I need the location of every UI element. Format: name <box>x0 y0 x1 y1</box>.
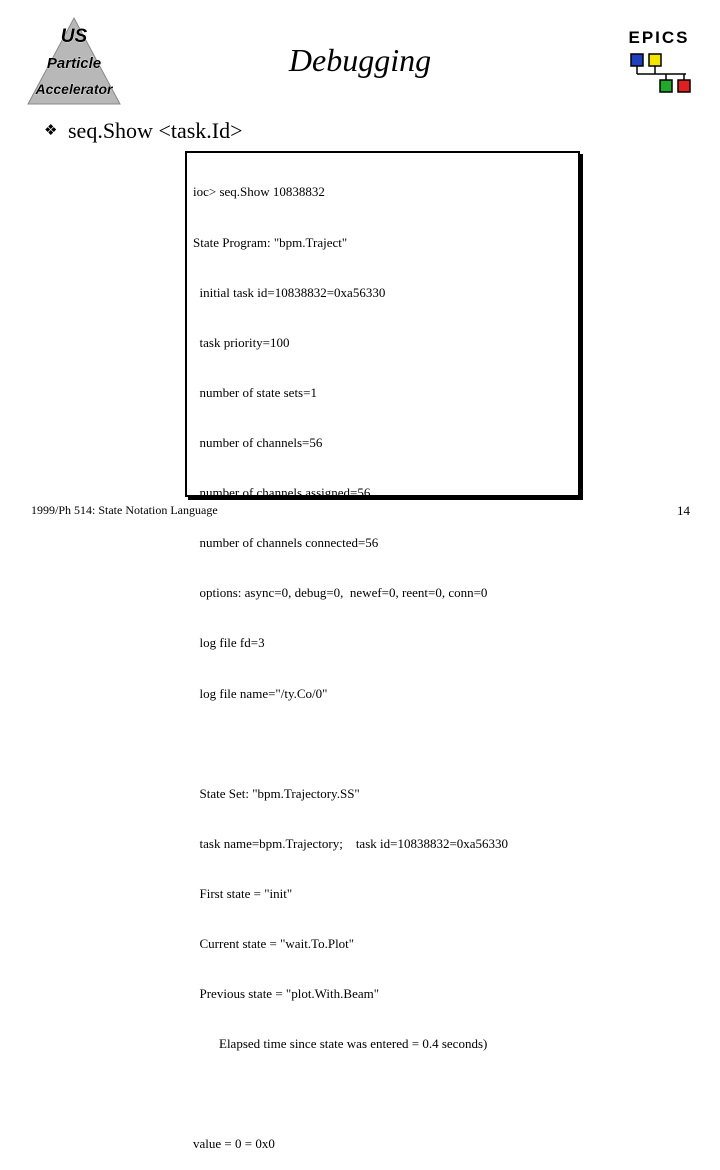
code-line: task name=bpm.Trajectory; task id=10838832=0xa56330 <box>193 835 509 851</box>
code-line: State Set: "bpm.Trajectory.SS" <box>193 785 360 801</box>
code-line: value = 0 = 0x0 <box>193 1136 275 1152</box>
logo-line-us: US <box>60 26 88 47</box>
code-line: task priority=100 <box>193 334 290 350</box>
code-line: Previous state = "plot.With.Beam" <box>193 986 380 1002</box>
epics-square-blue <box>631 54 643 66</box>
code-line: initial task id=10838832=0xa56330 <box>193 284 386 300</box>
us-particle-accelerator-logo <box>26 16 122 106</box>
code-line: number of channels assigned=56 <box>193 485 371 501</box>
code-line: Elapsed time since state was entered = 0.4 seconds) <box>193 1036 488 1052</box>
code-line: number of state sets=1 <box>193 384 317 400</box>
epics-logo <box>622 26 696 96</box>
code-line <box>193 736 508 753</box>
code-line: ioc> seq.Show 10838832 <box>193 184 325 200</box>
epics-square-red <box>678 80 690 92</box>
bullet-item <box>44 118 243 144</box>
diamond-bullet-icon: ❖ <box>44 123 58 139</box>
code-line: number of channels connected=56 <box>193 535 379 551</box>
code-line: First state = "init" <box>193 885 293 901</box>
code-line: State Program: "bpm.Traject" <box>193 234 348 250</box>
logo-line-accelerator: Accelerator <box>35 81 113 97</box>
code-line: log file name="/ty.Co/0" <box>193 685 328 701</box>
bullet-text: seq.Show <task.Id> <box>68 118 243 143</box>
code-output-text <box>193 151 508 1170</box>
epics-logo-text: EPICS <box>628 28 690 47</box>
slide-title: Debugging <box>288 42 432 78</box>
footer-page-number: 14 <box>677 503 690 518</box>
code-line: Current state = "wait.To.Plot" <box>193 936 355 952</box>
code-line: options: async=0, debug=0, newef=0, reent=0, conn=0 <box>193 585 488 601</box>
epics-square-green <box>660 80 672 92</box>
code-line <box>193 1086 508 1103</box>
code-line: log file fd=3 <box>193 635 265 651</box>
epics-square-yellow <box>649 54 661 66</box>
code-line: number of channels=56 <box>193 434 323 450</box>
footer-course-label: 1999/Ph 514: State Notation Language <box>31 503 218 517</box>
logo-line-particle: Particle <box>46 55 102 72</box>
